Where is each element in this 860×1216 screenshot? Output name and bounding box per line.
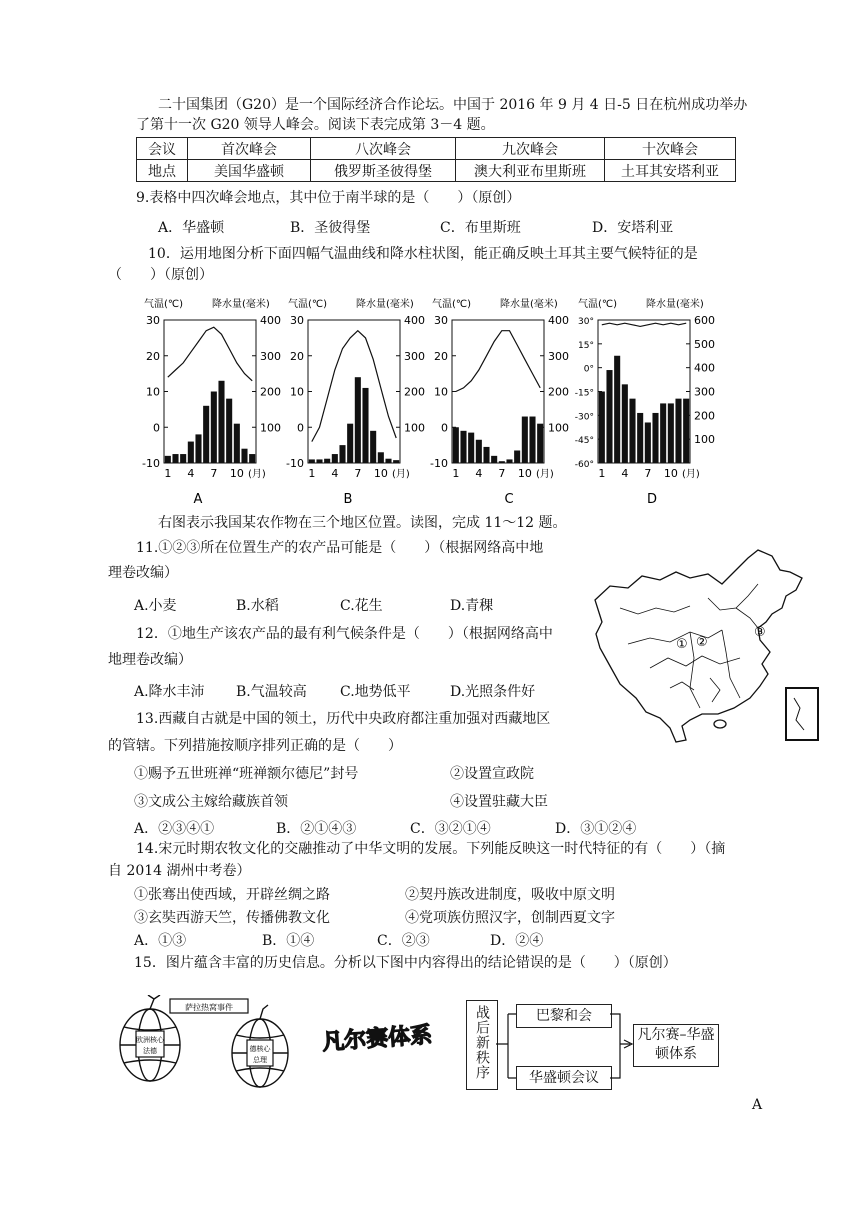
- month-unit-label: (月): [392, 469, 410, 480]
- precip-bar: [629, 399, 635, 463]
- precip-bar: [675, 399, 681, 463]
- table-cell: 美国华盛顿: [188, 160, 311, 182]
- temp-tick-label: -10: [286, 457, 304, 470]
- precip-bar: [460, 431, 466, 463]
- table-cell: 首次峰会: [188, 138, 311, 160]
- precip-bar: [476, 440, 482, 463]
- precip-tick-label: 100: [260, 421, 281, 435]
- precip-tick-label: 300: [260, 349, 281, 363]
- q9-stem: 9.表格中四次峰会地点，其中位于南半球的是（ ）（原创）: [136, 190, 521, 206]
- q12-line-2: 地理卷改编）: [108, 652, 192, 668]
- precip-tick-label: 400: [694, 361, 715, 375]
- precip-bar: [180, 454, 186, 463]
- precip-bar: [347, 424, 353, 463]
- temp-tick-label: 0: [441, 421, 448, 435]
- globe-1-core-line2: 法德: [143, 1047, 157, 1055]
- q14-line-2: 自 2014 湖州中考卷）: [108, 863, 251, 879]
- precip-bar: [529, 417, 535, 463]
- temp-tick-label: 0: [297, 421, 304, 435]
- temp-axis-title: 气温(℃): [432, 299, 472, 310]
- q14-option-c: C．②③: [377, 933, 430, 949]
- table-cell: 八次峰会: [311, 138, 456, 160]
- precip-bar: [537, 424, 543, 463]
- precip-bar: [355, 377, 361, 463]
- month-unit-label: (月): [536, 469, 554, 480]
- precip-bar: [378, 452, 384, 463]
- precip-tick-label: 600: [694, 314, 715, 327]
- table-cell: 俄罗斯圣彼得堡: [311, 160, 456, 182]
- month-tick-label: 4: [331, 467, 339, 480]
- month-tick-label: 1: [452, 467, 460, 480]
- precip-axis-title: 降水量(毫米): [212, 299, 270, 310]
- month-tick-label: 4: [187, 467, 195, 480]
- q13-line-2: 的管辖。下列措施按顺序排列正确的是（ ）: [108, 738, 402, 754]
- precip-bar: [362, 388, 368, 463]
- precip-bar: [226, 399, 232, 463]
- precip-bar: [385, 459, 391, 463]
- precip-tick-label: 300: [404, 349, 425, 363]
- temp-tick-label: 20: [146, 349, 160, 363]
- q13-option-b: B．②①④③: [276, 821, 357, 837]
- precip-tick-label: 100: [694, 433, 715, 447]
- temp-tick-label: -45°: [574, 436, 594, 447]
- climate-charts: [0, 290, 860, 515]
- temperature-line: [168, 327, 252, 381]
- precip-bar: [606, 370, 612, 463]
- precip-bar: [514, 450, 520, 463]
- q12-option-d: D.光照条件好: [450, 684, 536, 700]
- temp-axis-title: 气温(℃): [288, 299, 328, 310]
- flow-connectors: [496, 1000, 636, 1092]
- temp-tick-label: 20: [290, 349, 304, 363]
- month-tick-label: 7: [210, 467, 218, 480]
- temp-tick-label: 15°: [578, 340, 594, 351]
- precip-bar: [203, 406, 209, 463]
- precip-tick-label: 100: [548, 421, 569, 435]
- month-tick-label: 1: [308, 467, 316, 480]
- precip-bar: [622, 384, 628, 463]
- temp-tick-label: -10: [430, 457, 448, 470]
- q11-option-a: A.小麦: [134, 598, 177, 614]
- q15-option-label: A: [752, 1097, 763, 1113]
- precip-tick-label: 100: [404, 421, 425, 435]
- month-unit-label: (月): [682, 469, 700, 480]
- precip-bar: [599, 392, 605, 464]
- precip-bar: [165, 456, 171, 463]
- table-cell: 会议: [137, 138, 188, 160]
- plot-frame: [164, 320, 256, 463]
- precip-axis-title: 降水量(毫米): [356, 299, 414, 310]
- temp-tick-label: 10: [290, 385, 304, 399]
- month-tick-label: 1: [598, 467, 606, 480]
- temp-axis-title: 气温(℃): [578, 299, 618, 310]
- month-tick-label: 7: [498, 467, 506, 480]
- month-tick-label: 4: [621, 467, 629, 480]
- precip-bar: [491, 456, 497, 463]
- q9-option-c: C．布里斯班: [440, 220, 521, 236]
- precip-bar: [172, 454, 178, 463]
- temp-tick-label: -10: [142, 457, 160, 470]
- map-marker-3: ③: [754, 625, 766, 640]
- temp-tick-label: 30°: [578, 317, 594, 327]
- q9-option-a: A．华盛顿: [158, 220, 225, 236]
- q13-option-a: A．②③④①: [134, 821, 215, 837]
- precip-bar: [453, 427, 459, 463]
- precip-tick-label: 200: [548, 385, 569, 399]
- q15-stem: 15．图片蕴含丰富的历史信息。分析以下图中内容得出的结论错误的是（ ）（原创）: [134, 955, 677, 971]
- q12-option-b: B.气温较高: [236, 684, 307, 700]
- precip-bar: [324, 459, 330, 463]
- globe-1-tag: 萨拉热窝事件: [185, 1003, 233, 1012]
- month-tick-label: 10: [373, 467, 388, 480]
- precip-bar: [234, 424, 240, 463]
- temp-tick-label: 20: [434, 349, 448, 363]
- precip-bar: [645, 422, 651, 463]
- precip-bar: [522, 417, 528, 463]
- month-tick-label: 4: [475, 467, 483, 480]
- precip-bar: [637, 413, 643, 463]
- q14-item-3: ③玄奘西游天竺，传播佛教文化: [134, 910, 330, 926]
- table-cell: 地点: [137, 160, 188, 182]
- precip-bar: [506, 459, 512, 463]
- flow-postwar-order-box: [466, 1000, 498, 1090]
- precip-tick-label: 300: [548, 349, 569, 363]
- precip-bar: [249, 454, 255, 463]
- q9-option-d: D．安塔利亚: [592, 220, 674, 236]
- temp-tick-label: 10: [434, 385, 448, 399]
- precip-bar: [483, 447, 489, 463]
- q11-line-1: 11.①②③所在位置生产的农产品可能是（ ）（根据网络高中地: [136, 540, 544, 556]
- precip-tick-label: 400: [404, 314, 425, 327]
- precip-bar: [188, 442, 194, 463]
- q14-item-4: ④党项族仿照汉字，创制西夏文字: [405, 910, 615, 926]
- precip-tick-label: 500: [694, 337, 715, 351]
- temperature-line: [312, 331, 396, 442]
- q13-item-3: ③文成公主嫁给藏族首领: [134, 794, 288, 810]
- precip-bar: [652, 413, 658, 463]
- intro-line-2: 了第十一次 G20 领导人峰会。阅读下表完成第 3－4 题。: [136, 117, 495, 133]
- q13-item-4: ④设置驻藏大臣: [450, 794, 548, 810]
- precip-bar: [660, 403, 666, 463]
- map-marker-1: ①: [676, 637, 688, 652]
- temp-tick-label: 30: [290, 314, 304, 327]
- temp-axis-title: 气温(℃): [144, 299, 184, 310]
- q11-option-c: C.花生: [340, 598, 383, 614]
- precip-tick-label: 400: [260, 314, 281, 327]
- precip-bar: [316, 459, 322, 463]
- flow-washington-conference: 华盛顿会议: [516, 1066, 612, 1090]
- temp-tick-label: -30°: [574, 412, 594, 423]
- q14-item-2: ②契丹族改进制度，吸收中原文明: [405, 887, 615, 903]
- south-china-sea-inset: [786, 688, 818, 740]
- map-marker-2: ②: [696, 635, 708, 650]
- map-intro: 右图表示我国某农作物在三个地区位置。读图，完成 11～12 题。: [158, 515, 567, 531]
- chart-caption: C: [504, 492, 514, 507]
- month-unit-label: (月): [248, 469, 266, 480]
- precip-bar: [683, 399, 689, 463]
- table-cell: 澳大利亚布里斯班: [456, 160, 605, 182]
- temp-tick-label: -60°: [574, 460, 594, 470]
- table-row: [137, 160, 736, 182]
- globe-2-core-line1: 德核心: [249, 1045, 271, 1053]
- precip-tick-label: 300: [694, 385, 715, 399]
- globes-cartoon: [110, 995, 310, 1090]
- china-map: [590, 548, 830, 746]
- q14-option-d: D．②④: [490, 933, 544, 949]
- temperature-line: [456, 331, 540, 392]
- precip-bar: [332, 454, 338, 463]
- q13-option-c: C．③②①④: [410, 821, 491, 837]
- precip-bar: [468, 433, 474, 463]
- q12-option-a: A.降水丰沛: [134, 684, 205, 700]
- temp-tick-label: 30: [146, 314, 160, 327]
- q12-option-c: C.地势低平: [340, 684, 411, 700]
- q14-line-1: 14.宋元时期农牧文化的交融推动了中华文明的发展。下列能反映这一时代特征的有（ ）（摘: [136, 841, 726, 857]
- precip-bar: [241, 449, 247, 463]
- precip-tick-label: 400: [548, 314, 569, 327]
- q11-option-d: D.青稞: [450, 598, 494, 614]
- q11-line-2: 理卷改编）: [108, 565, 178, 581]
- flow-postwar-order: 战后新秩序: [474, 1005, 490, 1080]
- chart-caption: D: [646, 492, 658, 507]
- q14-option-b: B．①④: [262, 933, 315, 949]
- globe-1-core-line1: 欧洲核心: [136, 1036, 164, 1044]
- q11-option-b: B.水稻: [236, 598, 279, 614]
- q9-option-b: B．圣彼得堡: [290, 220, 371, 236]
- month-tick-label: 7: [354, 467, 362, 480]
- precip-bar: [339, 445, 345, 463]
- precip-tick-label: 200: [404, 385, 425, 399]
- precip-axis-title: 降水量(毫米): [500, 299, 558, 310]
- temp-tick-label: 0: [153, 421, 160, 435]
- precip-bar: [309, 459, 315, 463]
- table-header-row: [137, 138, 736, 160]
- chart-caption: A: [193, 492, 203, 507]
- temp-tick-label: 10: [146, 385, 160, 399]
- precip-bar: [668, 403, 674, 463]
- table-cell: 土耳其安塔利亚: [605, 160, 736, 182]
- q10-line-1: 10．运用地图分析下面四幅气温曲线和降水柱状图，能正确反映土耳其主要气候特征的是: [148, 246, 698, 262]
- temp-tick-label: -15°: [574, 388, 594, 399]
- precip-bar: [499, 461, 505, 463]
- temp-tick-label: 0°: [583, 364, 594, 375]
- q14-item-1: ①张骞出使西域，开辟丝绸之路: [134, 887, 330, 903]
- chart-caption: B: [343, 492, 353, 507]
- month-tick-label: 10: [229, 467, 244, 480]
- q13-line-1: 13.西藏自古就是中国的领土，历代中央政府都注重加强对西藏地区: [136, 711, 551, 727]
- month-tick-label: 1: [164, 467, 172, 480]
- precip-tick-label: 200: [694, 409, 715, 423]
- precip-bar: [614, 356, 620, 463]
- table-cell: 十次峰会: [605, 138, 736, 160]
- cartoon-lettering: 凡尔赛体系: [321, 1022, 434, 1056]
- precip-bar: [211, 392, 217, 464]
- precip-bar: [393, 460, 399, 463]
- q12-line-1: 12．①地生产该农产品的最有利气候条件是（ ）（根据网络高中: [136, 626, 553, 642]
- flow-versailles-washington-system: 凡尔赛–华盛顿体系: [633, 1024, 719, 1067]
- g20-summit-table: [136, 137, 736, 182]
- month-tick-label: 10: [517, 467, 532, 480]
- month-tick-label: 10: [663, 467, 678, 480]
- precip-bar: [195, 434, 201, 463]
- temperature-line: [602, 323, 686, 326]
- table-cell: 九次峰会: [456, 138, 605, 160]
- precip-bar: [218, 381, 224, 463]
- precip-bar: [370, 431, 376, 463]
- plot-frame: [308, 320, 400, 463]
- versailles-cartoon: [316, 1005, 456, 1065]
- q14-option-a: A．①③: [134, 933, 187, 949]
- intro-line-1: 二十国集团（G20）是一个国际经济合作论坛。中国于 2016 年 9 月 4 日-5 日在杭州成功举办: [158, 97, 748, 113]
- precip-axis-title: 降水量(毫米): [646, 299, 704, 310]
- q10-line-2: （ ）（原创）: [108, 267, 213, 283]
- flow-paris-conference: 巴黎和会: [516, 1004, 612, 1028]
- q13-item-2: ②设置宣政院: [450, 766, 534, 782]
- temp-tick-label: 30: [434, 314, 448, 327]
- q13-option-d: D．③①②④: [555, 821, 637, 837]
- globe-2-core-line2: 总理: [253, 1056, 267, 1064]
- precip-tick-label: 200: [260, 385, 281, 399]
- q13-item-1: ①赐予五世班禅“班禅额尔德尼”封号: [134, 766, 359, 782]
- month-tick-label: 7: [644, 467, 652, 480]
